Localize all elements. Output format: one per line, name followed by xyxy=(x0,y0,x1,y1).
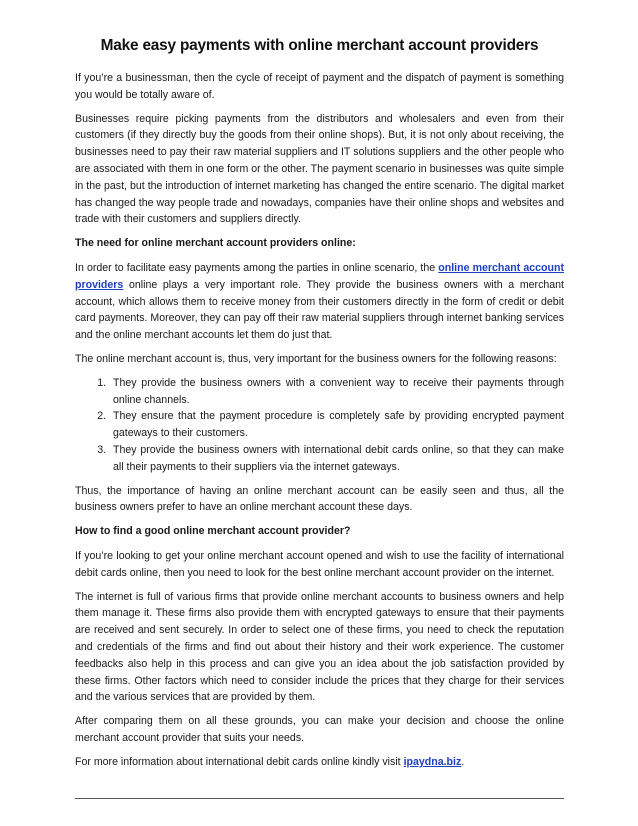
intro-paragraph-2: Businesses require picking payments from the distributors and wholesalers and even from their customers (if they directly buy the goods from their online shops). But, it is not only about receiving, the businesses need to pay their raw material suppliers and IT solutions suppliers and the other people who are associated with them in one form or the other. The payment scenario in businesses was quite simple in the past, but the introduction of internet marketing has changed the entire scenario. The digital market has changed the way people trade and nowadays, companies have their online shops and websites and trade with their customers and suppliers directly. xyxy=(75,112,564,226)
section1-p1-text-before: In order to facilitate easy payments among the parties in online scenario, the xyxy=(75,261,439,274)
section2-paragraph-2: The internet is full of various firms that provide online merchant accounts to business owners and help them manage it. These firms also provide them with encrypted gateways to ensure that their payments are received and sent securely. In order to select one of these firms, you need to check the reputation and credentials of the firms and find out about their history and their work experience. The customer feedbacks also help in this process and can give you an idea about the job satisfaction provided by these firms. Other factors which need to consider include the prices that they charge for their services and the various services that are provided by them. xyxy=(75,590,564,704)
section1-paragraph-1 xyxy=(75,260,564,344)
footer-text: For more information about international debit cards online kindly visit xyxy=(75,755,404,768)
list-item: 2. They ensure that the payment procedure is completely safe by providing encrypted payment gateways to their customers. xyxy=(109,408,564,442)
section2-paragraph-3: After comparing them on all these grounds, you can make your decision and choose the online merchant account provider that suits your needs. xyxy=(75,715,564,744)
section2-paragraph-1: If you’re looking to get your online merchant account opened and wish to use the facility of international debit cards online, then you need to look for the best online merchant account provider on the internet. xyxy=(75,549,564,579)
intro-paragraph-1: If you’re a businessman, then the cycle of receipt of payment and the dispatch of payment is something you would be totally aware of. xyxy=(75,72,564,101)
ipaydna-link[interactable]: ipaydna.biz xyxy=(403,755,462,768)
section1-p1-text-after: online plays a very important role. They provide the business owners with a merchant account, which allows them to receive money from their customers directly in the form of credit or debit card payments. Moreover, they can pay off their raw material suppliers through internet banking services and the online merchant accounts let them do just that. xyxy=(75,278,564,342)
footer-period: . xyxy=(461,755,465,768)
list-item: 3. They provide the business owners with international debit cards online, so that they can make all their payments to their suppliers via the internet gateways. xyxy=(109,442,564,476)
section-heading-need: The need for online merchant account providers online: xyxy=(75,237,356,250)
merchant-providers-link[interactable]: online merchant account providers xyxy=(75,261,564,291)
list-item: 1. They provide the business owners with a convenient way to receive their payments through online channels. xyxy=(109,375,564,409)
document-title: Make easy payments with online merchant account providers xyxy=(100,37,539,54)
section-heading-find: How to find a good online merchant account provider? xyxy=(75,525,351,538)
section1-paragraph-3: Thus, the importance of having an online merchant account can be easily seen and thus, all the business owners prefer to have an online merchant account these days. xyxy=(75,484,564,514)
reasons-list xyxy=(75,375,564,476)
section1-paragraph-2: The online merchant account is, thus, very important for the business owners for the following reasons: xyxy=(75,352,557,365)
footer-divider xyxy=(75,798,564,799)
footer-paragraph xyxy=(75,754,564,771)
